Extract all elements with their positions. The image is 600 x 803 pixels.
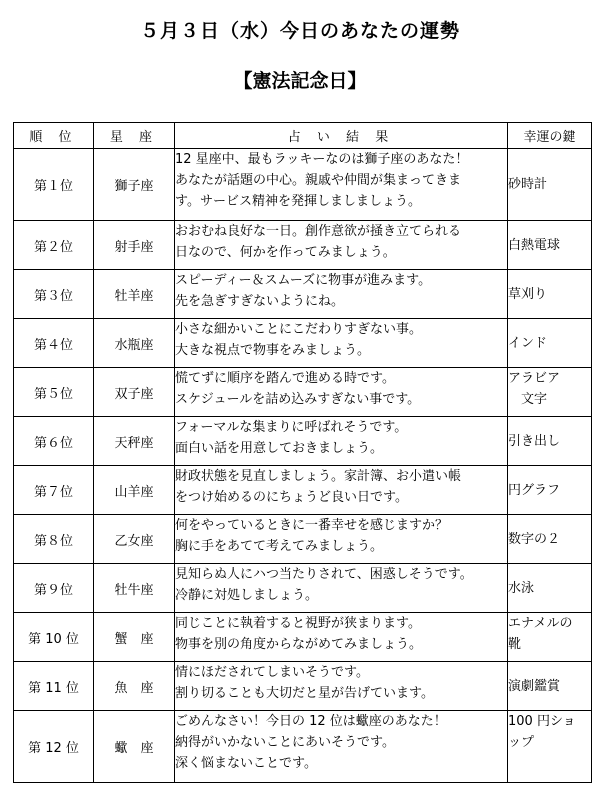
fortune-text-line: 見知らぬ人にハつ当たりされて、困惑しそうです。 <box>175 567 473 582</box>
lucky-key-text: 文字 <box>508 392 548 407</box>
fortune-text-line: おおむね良好な一日。創作意欲が掻き立てられる <box>175 224 462 239</box>
table-row <box>14 368 592 417</box>
zodiac-sign-cell: 牡牛座 <box>94 564 175 613</box>
fortune-table <box>13 122 592 783</box>
table-row <box>14 221 592 270</box>
lucky-key-cell <box>508 662 592 711</box>
table-row <box>14 417 592 466</box>
fortune-text-line: スケジュールを詰め込みすぎない事です。 <box>175 392 421 407</box>
fortune-text-line: 冷静に対処しましょう。 <box>175 588 319 603</box>
table-row <box>14 466 592 515</box>
lucky-key-text: 砂時計 <box>508 177 548 192</box>
fortune-result-cell <box>175 319 508 368</box>
lucky-key-text: アラビア <box>508 371 561 386</box>
fortune-result-cell <box>175 368 508 417</box>
page-title: ５月３日（水）今日のあなたの運勢 <box>139 20 460 42</box>
fortune-text-line: 納得がいかないことにあいそうです。 <box>175 735 395 750</box>
fortune-text-line: 情にほだされてしまいそうです。 <box>175 665 369 680</box>
fortune-result-cell <box>175 613 508 662</box>
fortune-text-line: 同じことに執着すると視野が狭まります。 <box>175 616 421 631</box>
lucky-key-cell <box>508 613 592 662</box>
rank-cell: 第５位 <box>14 368 94 417</box>
lucky-key-text: 引き出し <box>508 433 561 449</box>
sign-header: 星 座 <box>94 123 175 149</box>
zodiac-sign-cell: 双子座 <box>94 368 175 417</box>
table-header-row <box>14 123 592 149</box>
fortune-text-line: 大きな視点で物事をみましょう。 <box>175 343 371 358</box>
fortune-text-line: 日なので、何かを作ってみましょう。 <box>175 245 396 260</box>
lucky-key-cell <box>508 319 592 368</box>
fortune-text-line: 財政状態を見直しましょう。家計簿、お小遣い帳 <box>175 469 462 484</box>
lucky-key-cell <box>508 368 592 417</box>
zodiac-sign-cell: 魚 座 <box>94 662 175 711</box>
fortune-text-line: 慌てずに順序を踏んで進める時です。 <box>175 371 395 386</box>
table-row <box>14 662 592 711</box>
table-row <box>14 515 592 564</box>
zodiac-sign-cell: 牡羊座 <box>94 270 175 319</box>
fortune-text-line: 12 星座中、最もラッキーなのは獅子座のあなた！ <box>175 152 469 167</box>
zodiac-sign-cell: 天秤座 <box>94 417 175 466</box>
result-header: 占 い 結 果 <box>175 123 508 149</box>
fortune-text-line: あなたが話題の中心。親戚や仲間が集まってきま <box>175 173 462 188</box>
table-row <box>14 564 592 613</box>
table-row <box>14 270 592 319</box>
fortune-result-cell <box>175 149 508 221</box>
rank-header: 順 位 <box>14 123 94 149</box>
fortune-text-line: をつけ始めるのにちょうど良い日です。 <box>175 490 408 505</box>
lucky-key-cell <box>508 221 592 270</box>
rank-cell: 第 10 位 <box>14 613 94 662</box>
lucky-key-cell <box>508 149 592 221</box>
fortune-result-cell <box>175 662 508 711</box>
table-row <box>14 613 592 662</box>
fortune-text-line: ごめんなさい！今日の 12 位は蠍座のあなた！ <box>175 714 447 729</box>
fortune-text-line: フォーマルな集まりに呼ばれそうです。 <box>175 420 408 435</box>
lucky-key-text: 靴 <box>508 637 522 652</box>
table-row <box>14 711 592 783</box>
rank-cell: 第 11 位 <box>14 662 94 711</box>
fortune-result-cell <box>175 564 508 613</box>
fortune-text-line: 割り切ることも大切だと星が告げています。 <box>175 686 434 701</box>
rank-cell: 第７位 <box>14 466 94 515</box>
lucky-key-text: エナメルの <box>508 616 573 631</box>
lucky-key-cell <box>508 270 592 319</box>
rank-cell: 第３位 <box>14 270 94 319</box>
fortune-text-line: スピーディー＆スムーズに物事が進みます。 <box>175 273 432 288</box>
fortune-text-line: す。サービス精神を発揮しましましょう。 <box>175 194 421 209</box>
lucky-key-text: インド <box>508 335 548 351</box>
lucky-key-text: 白熱電球 <box>508 237 561 253</box>
rank-cell: 第１位 <box>14 149 94 221</box>
lucky-key-text: 100 円ショ <box>508 714 576 729</box>
fortune-text-line: 深く悩まないことです。 <box>175 756 317 771</box>
fortune-text-line: 物事を別の角度からながめてみましょう。 <box>175 637 423 652</box>
rank-cell: 第２位 <box>14 221 94 270</box>
lucky-key-text: 数字の２ <box>508 531 561 547</box>
zodiac-sign-cell: 蟹 座 <box>94 613 175 662</box>
table-row <box>14 319 592 368</box>
lucky-key-cell <box>508 515 592 564</box>
rank-cell: 第４位 <box>14 319 94 368</box>
rank-cell: 第 12 位 <box>14 711 94 783</box>
fortune-result-cell <box>175 466 508 515</box>
rank-cell: 第８位 <box>14 515 94 564</box>
fortune-result-cell <box>175 515 508 564</box>
lucky-key-text: 草刈り <box>508 286 548 302</box>
lucky-key-text: ップ <box>508 735 535 750</box>
zodiac-sign-cell: 乙女座 <box>94 515 175 564</box>
lucky-key-header: 幸運の鍵 <box>508 123 592 149</box>
fortune-result-cell <box>175 221 508 270</box>
zodiac-sign-cell: 水瓶座 <box>94 319 175 368</box>
holiday-subtitle: 【憲法記念日】 <box>233 70 367 92</box>
fortune-text-line: 胸に手をあてて考えてみましょう。 <box>175 539 384 554</box>
fortune-text-line: 面白い話を用意しておきましょう。 <box>175 441 384 456</box>
fortune-result-cell <box>175 711 508 783</box>
lucky-key-text: 水泳 <box>508 580 535 596</box>
lucky-key-text: 円グラフ <box>508 482 561 498</box>
lucky-key-cell <box>508 417 592 466</box>
fortune-text-line: 小さな細かいことにこだわりすぎない事。 <box>175 322 423 337</box>
zodiac-sign-cell: 獅子座 <box>94 149 175 221</box>
fortune-result-cell <box>175 417 508 466</box>
zodiac-sign-cell: 蠍 座 <box>94 711 175 783</box>
table-row <box>14 149 592 221</box>
lucky-key-text: 演劇鑑賞 <box>508 678 561 694</box>
fortune-text-line: 先を急ぎすぎないようにね。 <box>175 294 345 309</box>
zodiac-sign-cell: 射手座 <box>94 221 175 270</box>
fortune-text-line: 何をやっているときに一番幸せを感じますか？ <box>175 518 449 533</box>
zodiac-sign-cell: 山羊座 <box>94 466 175 515</box>
rank-cell: 第９位 <box>14 564 94 613</box>
rank-cell: 第６位 <box>14 417 94 466</box>
lucky-key-cell <box>508 466 592 515</box>
lucky-key-cell <box>508 564 592 613</box>
lucky-key-cell <box>508 711 592 783</box>
fortune-result-cell <box>175 270 508 319</box>
